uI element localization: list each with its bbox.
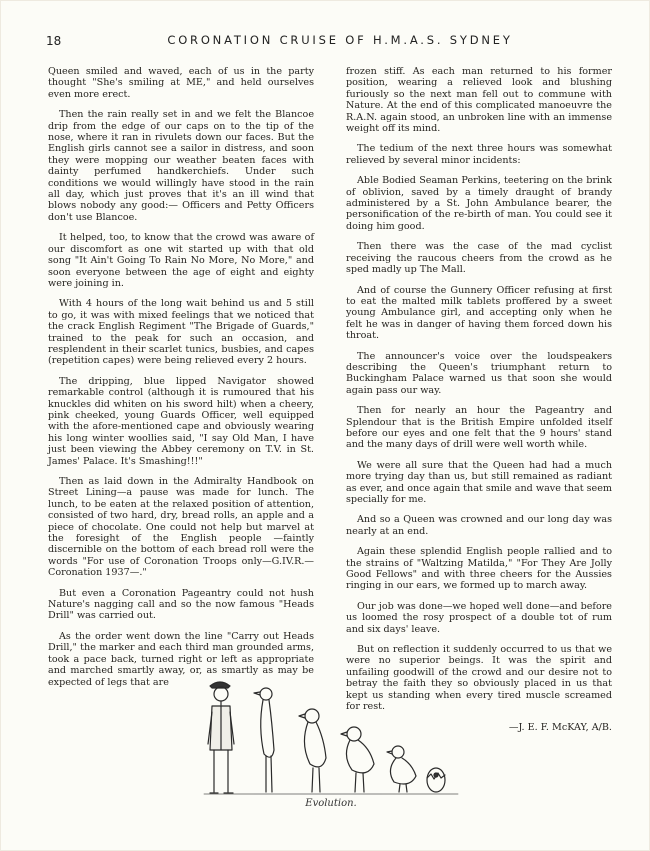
paragraph: The announcer's voice over the loudspeakers describing the Queen's triumphant return to Buckingham Palace warned us that soon she would again pass our way. [346,350,612,396]
paragraph: But even a Coronation Pageantry could not hush Nature's nagging call and so the now famous "Heads Drill" was carried out. [48,587,314,622]
paragraph: As the order went down the line "Carry out Heads Drill," the marker and each third man grounded arms, took a pace back, turned right or left as appropriate and marched smartly away, or, as smartly as may be expected of legs that are [48,630,314,688]
evolution-illustration [196,672,466,802]
paragraph: It helped, too, to know that the crowd was aware of our discomfort as one wit started up with that old song "It Ain't Going To Rain No More, No More," and soon everyone between the age of eight and eighty were joining in. [48,232,314,289]
paragraph: The dripping, blue lipped Navigator showed remarkable control (although it is rumoured that his knuckles did whiten on his sword hilt) when a cheery, pink cheeked, young Guards Officer, well equipped with the afore-mentioned cape and obviously wearing his long winter woollies said, "I say Old Man, I have just been viewing the Abbey ceremony on T.V. in St. James' Palace. It's Smashing!!!" [48,375,314,467]
paragraph: frozen stiff. As each man returned to his former position, wearing a relieved look and blushing furiously so the next man fell out to commune with Nature. At the end of this complicated manoeuvre the R.A.N. again stood, an unbroken line with an immense weight off its mind. [346,66,612,135]
paragraph: Queen smiled and waved, each of us in the party thought "She's smiling at ME," and held ourselves even more erect. [48,66,314,100]
paragraph: Then the rain really set in and we felt the Blancoe drip from the edge of our caps on to the tip of the nose, where it ran in rivulets down our faces. But the English girls cannot see a sailor in distress, and soon they were mopping our weather beaten faces with dainty perfumed handkerchiefs. Under such conditions we would willingly have stood in the rain all day, which just proves that it's an ill wind that blows nobody any good:— Officers and Petty Officers don't use Blancoe. [48,109,314,223]
right-column [346,66,612,742]
paragraph: And of course the Gunnery Officer refusing at first to eat the malted milk tablets proffered by a sweet young Ambulance girl, and accepting only when he felt he was in danger of having them forced down his throat. [346,284,612,342]
evolution-sketch-icon [196,672,466,802]
paragraph: With 4 hours of the long wait behind us and 5 still to go, it was with mixed feelings that we noticed that the crack English Regiment "The Brigade of Guards," trained to the peak for such an occasion, and resplendent in their scarlet tunics, busbies, and capes (repetition capes) were being relieved every 2 hours. [48,298,314,367]
paragraph: And so a Queen was crowned and our long day was nearly at an end. [346,514,612,537]
author-signature: —J. E. F. McKAY, A/B. [508,721,612,733]
paragraph: Then for nearly an hour the Pageantry and Splendour that is the British Empire unfolded itself before our eyes and one felt that the 9 hours' stand and the many days of drill were well worth while. [346,405,612,451]
paragraph: Then as laid down in the Admiralty Handbook on Street Lining—a pause was made for lunch. The lunch, to be eaten at the relaxed position of attention, consisted of two hard, dry, bread rolls, an apple and a piece of chocolate. One could not help but marvel at the foresight of the English people —faintly discernible on the bottom of each bread roll were the words "For use of Coronation Troops only—G.IV.R.—Coronation 1937—." [48,476,314,579]
paragraph: Again these splendid English people rallied and to the strains of "Waltzing Matilda," "For They Are Jolly Good Fellows" and with three cheers for the Aussies ringing in our ears, we formed up to march away. [346,546,612,592]
paragraph: But on reflection it suddenly occurred to us that we were no superior beings. It was the spirit and unfailing goodwill of the crowd and our desire not to betray the faith they so obviously placed in us that kept us standing when every tired muscle screamed for rest. [346,644,612,713]
paragraph: Able Bodied Seaman Perkins, teetering on the brink of oblivion, saved by a timely draught of brandy administered by a St. John Ambulance bearer, the personification of the re-birth of man. You could see it doing him good. [346,175,612,232]
paragraph: The tedium of the next three hours was somewhat relieved by several minor incidents: [346,143,612,166]
left-column [48,66,314,697]
illustration-caption: Evolution. [305,798,357,809]
paragraph: Then there was the case of the mad cyclist receiving the raucous cheers from the crowd as he sped madly up The Mall. [346,241,612,276]
running-title: CORONATION CRUISE OF H.M.A.S. SYDNEY [167,33,513,47]
paragraph: We were all sure that the Queen had had a much more trying day than us, but still remained as radiant as ever, and once again that smile and wave that seem specially for me. [346,459,612,505]
page-number: 18 [46,34,62,48]
paragraph: Our job was done—we hoped well done—and before us loomed the rosy prospect of a double tot of rum and six days' leave. [346,600,612,635]
